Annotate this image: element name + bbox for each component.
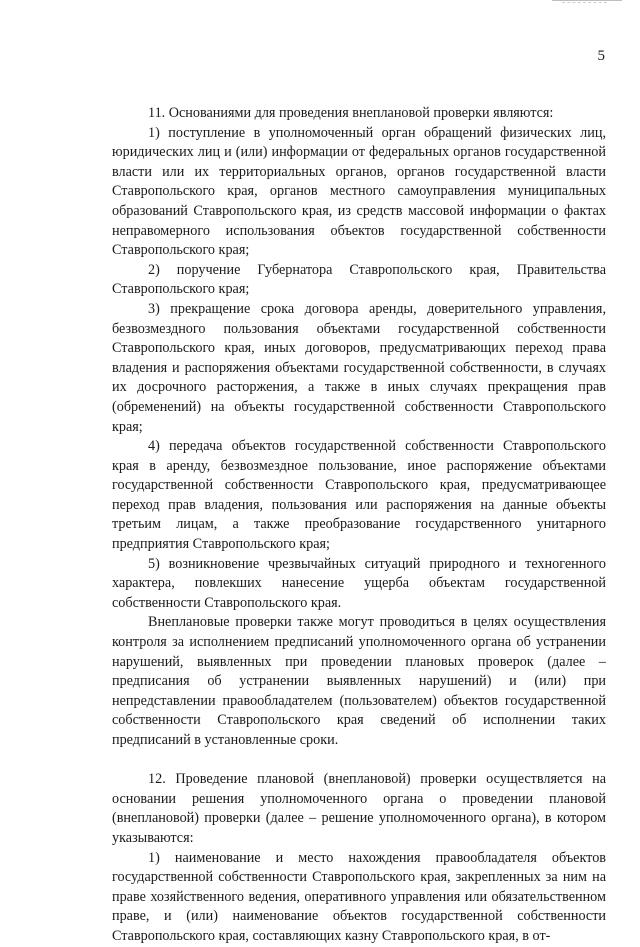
document-body — [112, 104, 606, 947]
paragraph-12-heading: 12. Проведение плановой (внеплановой) проверки осуществляется на основании решения уполномоченного органа о проведении плановой (внеплановой) проверки (далее – решение уполномоченного органа), в котором указываются: — [112, 771, 606, 846]
paragraph-11-unscheduled-note: Внеплановые проверки также могут проводиться в целях осуществления контроля за исполнением предписаний уполномоченного органа об устранении нарушений, выявленных при проведении плановых проверок (далее – предписания об устранении выявленных нарушений) и (или) при непредставлении правообладателем (пользователем) объектов государственной собственности Ставропольского края сведений об исполнении таких предписаний в установленные сроки. — [112, 614, 606, 748]
paragraph-11-heading: 11. Основаниями для проведения внеплановой проверки являются: — [148, 105, 554, 121]
paragraph-11-item-5: 5) возникновение чрезвычайных ситуаций природного и техногенного характера, повлекших нанесение ущерба объектам государственной собственности Ставропольского края. — [112, 555, 606, 611]
paragraph-11-item-4: 4) передача объектов государственной собственности Ставропольского края в аренду, безвозмездное пользование, иное распоряжение объектами государственной собственности Ставропольского края, предусматривающее переход прав владения, пользования или распоряжения на данные объекты третьим лицам, а также преобразование государственного унитарного предприятия Ставропольского края; — [112, 438, 606, 553]
paragraph-11-item-2: 2) поручение Губернатора Ставропольского края, Правительства Ставропольского края; — [112, 261, 606, 298]
paragraph-11-item-3: 3) прекращение срока договора аренды, доверительного управления, безвозмездного пользования объектами государственной собственности Ставропольского края, иных договоров, предусматривающих переход права владения и распоряжения объектами государственной собственности, в случаях их досрочного расторжения, а также в иных случаях прекращения прав (обременений) на объекты государственной собственности Ставропольского края; — [112, 300, 606, 435]
scan-edge-marks — [552, 0, 622, 4]
page-number: 5 — [597, 48, 605, 64]
paragraph-12-item-1: 1) наименование и место нахождения правообладателя объектов государственной собственности Ставропольского края, закрепленных за ним на праве хозяйственного ведения, оперативного управления или обязательственном праве, и (или) наименование объектов государственной собственности Ставропольского края, составляющих казну Ставропольского края, в от- — [112, 849, 606, 944]
paragraph-11-item-1: 1) поступление в уполномоченный орган обращений физических лиц, юридических лиц и (или) информации от федеральных органов государственной власти или их территориальных органов, органов государственной власти Ставропольского края, органов местного самоуправления муниципальных образований Ставропольского края, из средств массовой информации о фактах неправомерного использования объектов государственной собственности Ставропольского края; — [112, 124, 606, 259]
